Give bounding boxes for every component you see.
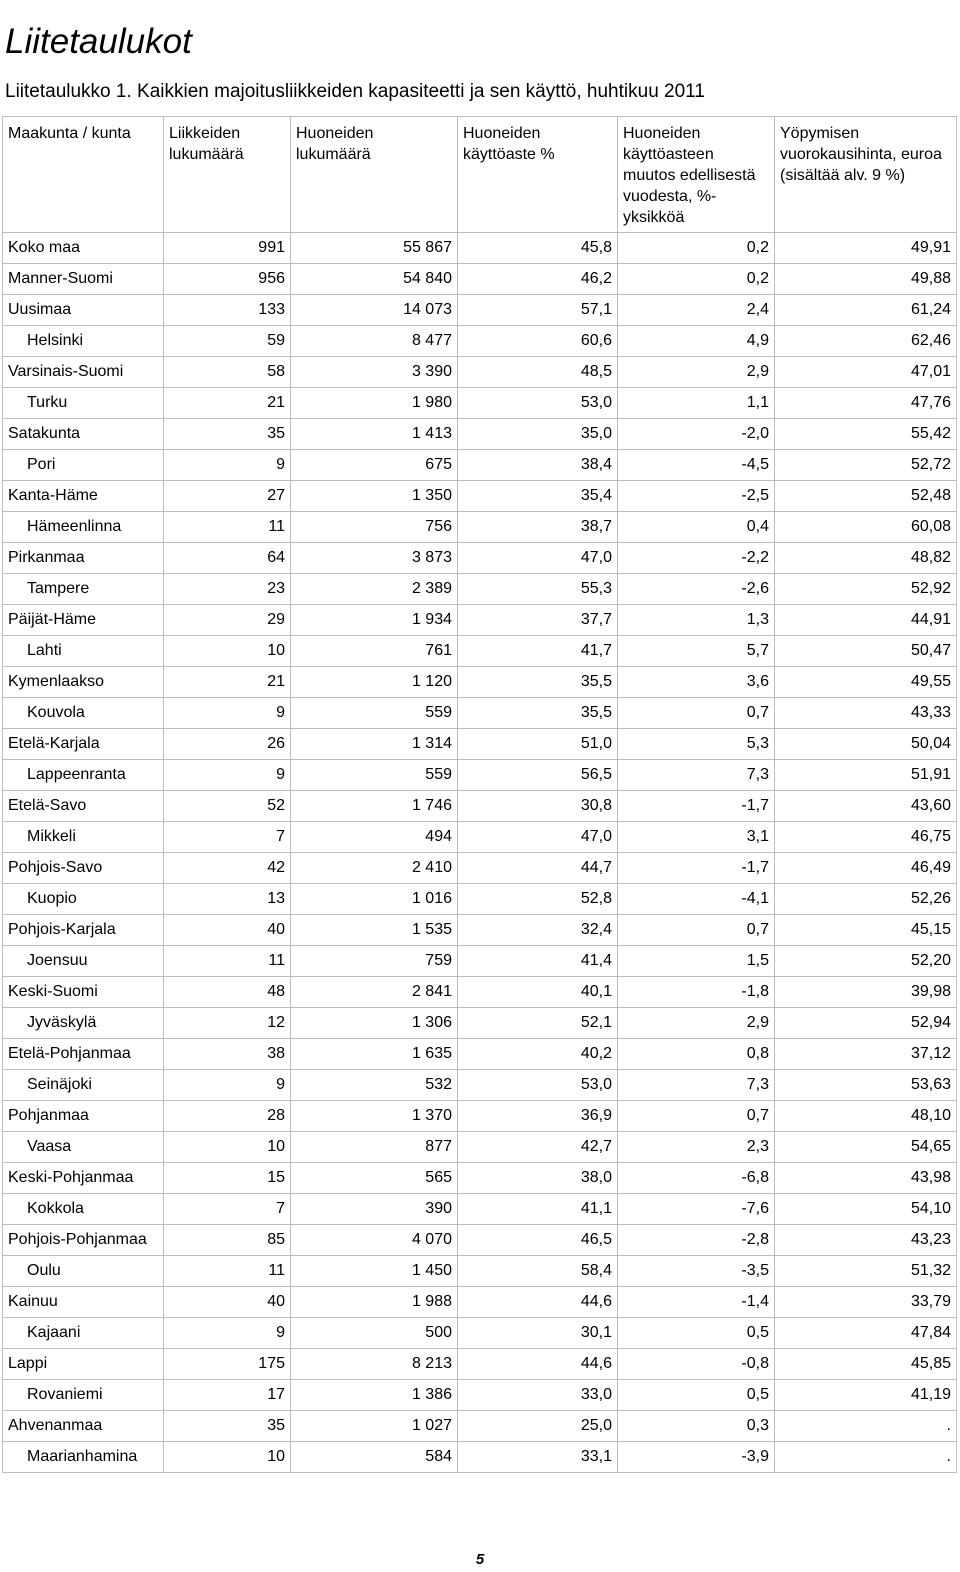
municipality-name-cell: Rovaniemi bbox=[3, 1380, 164, 1411]
rooms-cell: 1 016 bbox=[291, 884, 458, 915]
municipality-name-cell: Maarianhamina bbox=[3, 1442, 164, 1473]
rooms-cell: 2 410 bbox=[291, 853, 458, 884]
occupancy-change-cell: 0,4 bbox=[618, 512, 775, 543]
average-price-cell: 44,91 bbox=[775, 605, 957, 636]
average-price-cell: 43,60 bbox=[775, 791, 957, 822]
table-row bbox=[3, 481, 957, 512]
occupancy-change-cell: 0,7 bbox=[618, 915, 775, 946]
occupancy-rate-cell: 56,5 bbox=[458, 760, 618, 791]
rooms-cell: 559 bbox=[291, 760, 458, 791]
region-name-cell: Varsinais-Suomi bbox=[3, 357, 164, 388]
occupancy-change-cell: -4,5 bbox=[618, 450, 775, 481]
average-price-cell: 47,01 bbox=[775, 357, 957, 388]
average-price-cell: 39,98 bbox=[775, 977, 957, 1008]
table-row bbox=[3, 450, 957, 481]
establishments-cell: 35 bbox=[164, 1411, 291, 1442]
rooms-cell: 756 bbox=[291, 512, 458, 543]
occupancy-rate-cell: 58,4 bbox=[458, 1256, 618, 1287]
occupancy-rate-cell: 30,8 bbox=[458, 791, 618, 822]
rooms-cell: 500 bbox=[291, 1318, 458, 1349]
municipality-name-cell: Kuopio bbox=[3, 884, 164, 915]
rooms-cell: 494 bbox=[291, 822, 458, 853]
table-row bbox=[3, 667, 957, 698]
average-price-cell: 43,33 bbox=[775, 698, 957, 729]
average-price-cell: 60,08 bbox=[775, 512, 957, 543]
table-row bbox=[3, 822, 957, 853]
table-body bbox=[3, 233, 957, 1473]
average-price-cell: 62,46 bbox=[775, 326, 957, 357]
average-price-cell: 48,82 bbox=[775, 543, 957, 574]
occupancy-rate-cell: 53,0 bbox=[458, 388, 618, 419]
average-price-cell: 48,10 bbox=[775, 1101, 957, 1132]
establishments-cell: 12 bbox=[164, 1008, 291, 1039]
establishments-cell: 85 bbox=[164, 1225, 291, 1256]
table-row bbox=[3, 326, 957, 357]
occupancy-rate-cell: 30,1 bbox=[458, 1318, 618, 1349]
region-name-cell: Pohjanmaa bbox=[3, 1101, 164, 1132]
occupancy-rate-cell: 57,1 bbox=[458, 295, 618, 326]
header-row bbox=[3, 117, 957, 233]
average-price-cell: 49,91 bbox=[775, 233, 957, 264]
occupancy-change-cell: 2,4 bbox=[618, 295, 775, 326]
table-row bbox=[3, 1256, 957, 1287]
occupancy-change-cell: -3,5 bbox=[618, 1256, 775, 1287]
occupancy-rate-cell: 46,2 bbox=[458, 264, 618, 295]
rooms-cell: 55 867 bbox=[291, 233, 458, 264]
table-row bbox=[3, 574, 957, 605]
rooms-cell: 1 027 bbox=[291, 1411, 458, 1442]
establishments-cell: 956 bbox=[164, 264, 291, 295]
table-row bbox=[3, 1070, 957, 1101]
occupancy-change-cell: 0,2 bbox=[618, 264, 775, 295]
region-name-cell: Etelä-Pohjanmaa bbox=[3, 1039, 164, 1070]
rooms-cell: 1 934 bbox=[291, 605, 458, 636]
establishments-cell: 10 bbox=[164, 1132, 291, 1163]
rooms-cell: 1 413 bbox=[291, 419, 458, 450]
municipality-name-cell: Kouvola bbox=[3, 698, 164, 729]
establishments-cell: 38 bbox=[164, 1039, 291, 1070]
average-price-cell: 47,84 bbox=[775, 1318, 957, 1349]
occupancy-rate-cell: 44,6 bbox=[458, 1287, 618, 1318]
rooms-cell: 1 306 bbox=[291, 1008, 458, 1039]
municipality-name-cell: Tampere bbox=[3, 574, 164, 605]
average-price-cell: 51,32 bbox=[775, 1256, 957, 1287]
table-row bbox=[3, 388, 957, 419]
occupancy-change-cell: 5,3 bbox=[618, 729, 775, 760]
occupancy-change-cell: -2,8 bbox=[618, 1225, 775, 1256]
table-row bbox=[3, 1101, 957, 1132]
rooms-cell: 2 841 bbox=[291, 977, 458, 1008]
occupancy-change-cell: 7,3 bbox=[618, 1070, 775, 1101]
table-row bbox=[3, 264, 957, 295]
region-name-cell: Pohjois-Karjala bbox=[3, 915, 164, 946]
table-row bbox=[3, 1411, 957, 1442]
rooms-cell: 877 bbox=[291, 1132, 458, 1163]
occupancy-rate-cell: 33,1 bbox=[458, 1442, 618, 1473]
header-establishments: Liikkeiden lukumäärä bbox=[164, 117, 291, 233]
rooms-cell: 761 bbox=[291, 636, 458, 667]
occupancy-change-cell: -2,2 bbox=[618, 543, 775, 574]
table-row bbox=[3, 1008, 957, 1039]
occupancy-change-cell: 0,3 bbox=[618, 1411, 775, 1442]
average-price-cell: 47,76 bbox=[775, 388, 957, 419]
occupancy-rate-cell: 41,7 bbox=[458, 636, 618, 667]
occupancy-rate-cell: 47,0 bbox=[458, 822, 618, 853]
occupancy-rate-cell: 40,2 bbox=[458, 1039, 618, 1070]
table-row bbox=[3, 636, 957, 667]
occupancy-rate-cell: 25,0 bbox=[458, 1411, 618, 1442]
establishments-cell: 10 bbox=[164, 636, 291, 667]
table-row bbox=[3, 419, 957, 450]
establishments-cell: 10 bbox=[164, 1442, 291, 1473]
table-header bbox=[3, 117, 957, 233]
establishments-cell: 11 bbox=[164, 1256, 291, 1287]
municipality-name-cell: Helsinki bbox=[3, 326, 164, 357]
occupancy-rate-cell: 35,0 bbox=[458, 419, 618, 450]
establishments-cell: 21 bbox=[164, 388, 291, 419]
table-row bbox=[3, 1287, 957, 1318]
occupancy-change-cell: -2,6 bbox=[618, 574, 775, 605]
average-price-cell: 45,85 bbox=[775, 1349, 957, 1380]
region-name-cell: Pohjois-Pohjanmaa bbox=[3, 1225, 164, 1256]
average-price-cell: 52,26 bbox=[775, 884, 957, 915]
establishments-cell: 52 bbox=[164, 791, 291, 822]
occupancy-rate-cell: 46,5 bbox=[458, 1225, 618, 1256]
average-price-cell: 37,12 bbox=[775, 1039, 957, 1070]
occupancy-rate-cell: 52,1 bbox=[458, 1008, 618, 1039]
municipality-name-cell: Lahti bbox=[3, 636, 164, 667]
establishments-cell: 21 bbox=[164, 667, 291, 698]
table-row bbox=[3, 791, 957, 822]
occupancy-change-cell: -6,8 bbox=[618, 1163, 775, 1194]
average-price-cell: 53,63 bbox=[775, 1070, 957, 1101]
rooms-cell: 1 746 bbox=[291, 791, 458, 822]
establishments-cell: 9 bbox=[164, 1318, 291, 1349]
region-name-cell: Kainuu bbox=[3, 1287, 164, 1318]
occupancy-change-cell: 2,3 bbox=[618, 1132, 775, 1163]
establishments-cell: 133 bbox=[164, 295, 291, 326]
table-row bbox=[3, 1349, 957, 1380]
occupancy-change-cell: 2,9 bbox=[618, 1008, 775, 1039]
occupancy-change-cell: -2,5 bbox=[618, 481, 775, 512]
occupancy-rate-cell: 35,4 bbox=[458, 481, 618, 512]
municipality-name-cell: Joensuu bbox=[3, 946, 164, 977]
region-name-cell: Kymenlaakso bbox=[3, 667, 164, 698]
occupancy-rate-cell: 42,7 bbox=[458, 1132, 618, 1163]
occupancy-rate-cell: 51,0 bbox=[458, 729, 618, 760]
header-rooms: Huoneiden lukumäärä bbox=[291, 117, 458, 233]
occupancy-change-cell: -1,4 bbox=[618, 1287, 775, 1318]
rooms-cell: 54 840 bbox=[291, 264, 458, 295]
occupancy-change-cell: -7,6 bbox=[618, 1194, 775, 1225]
municipality-name-cell: Pori bbox=[3, 450, 164, 481]
table-row bbox=[3, 605, 957, 636]
average-price-cell: 43,98 bbox=[775, 1163, 957, 1194]
municipality-name-cell: Kajaani bbox=[3, 1318, 164, 1349]
occupancy-change-cell: -0,8 bbox=[618, 1349, 775, 1380]
establishments-cell: 23 bbox=[164, 574, 291, 605]
occupancy-rate-cell: 55,3 bbox=[458, 574, 618, 605]
establishments-cell: 15 bbox=[164, 1163, 291, 1194]
average-price-cell: 49,88 bbox=[775, 264, 957, 295]
occupancy-rate-cell: 48,5 bbox=[458, 357, 618, 388]
table-row bbox=[3, 1318, 957, 1349]
occupancy-change-cell: 5,7 bbox=[618, 636, 775, 667]
average-price-cell: 46,49 bbox=[775, 853, 957, 884]
table-row bbox=[3, 357, 957, 388]
rooms-cell: 1 120 bbox=[291, 667, 458, 698]
table-row bbox=[3, 698, 957, 729]
occupancy-rate-cell: 44,7 bbox=[458, 853, 618, 884]
establishments-cell: 7 bbox=[164, 822, 291, 853]
table-row bbox=[3, 884, 957, 915]
occupancy-change-cell: -1,7 bbox=[618, 791, 775, 822]
average-price-cell: 52,20 bbox=[775, 946, 957, 977]
rooms-cell: 3 390 bbox=[291, 357, 458, 388]
accommodation-capacity-table bbox=[2, 116, 957, 1473]
region-name-cell: Lappi bbox=[3, 1349, 164, 1380]
occupancy-change-cell: 3,6 bbox=[618, 667, 775, 698]
occupancy-change-cell: 0,8 bbox=[618, 1039, 775, 1070]
rooms-cell: 1 314 bbox=[291, 729, 458, 760]
rooms-cell: 1 450 bbox=[291, 1256, 458, 1287]
rooms-cell: 1 350 bbox=[291, 481, 458, 512]
region-name-cell: Satakunta bbox=[3, 419, 164, 450]
rooms-cell: 4 070 bbox=[291, 1225, 458, 1256]
header-average-price: Yöpymisen vuorokausihinta, euroa (sisältää alv. 9 %) bbox=[775, 117, 957, 233]
occupancy-rate-cell: 41,4 bbox=[458, 946, 618, 977]
rooms-cell: 1 535 bbox=[291, 915, 458, 946]
average-price-cell: 54,10 bbox=[775, 1194, 957, 1225]
table-caption: Liitetaulukko 1. Kaikkien majoitusliikkeiden kapasiteetti ja sen käyttö, huhtikuu 2011 bbox=[5, 81, 705, 102]
occupancy-change-cell: 4,9 bbox=[618, 326, 775, 357]
rooms-cell: 2 389 bbox=[291, 574, 458, 605]
page-number: 5 bbox=[475, 1551, 485, 1568]
table-row bbox=[3, 295, 957, 326]
table-row bbox=[3, 729, 957, 760]
table-row bbox=[3, 1039, 957, 1070]
table-row bbox=[3, 233, 957, 264]
occupancy-change-cell: 0,5 bbox=[618, 1380, 775, 1411]
average-price-cell: 41,19 bbox=[775, 1380, 957, 1411]
occupancy-change-cell: 1,5 bbox=[618, 946, 775, 977]
occupancy-change-cell: 0,2 bbox=[618, 233, 775, 264]
occupancy-change-cell: 3,1 bbox=[618, 822, 775, 853]
occupancy-change-cell: -2,0 bbox=[618, 419, 775, 450]
establishments-cell: 13 bbox=[164, 884, 291, 915]
establishments-cell: 40 bbox=[164, 915, 291, 946]
occupancy-change-cell: -4,1 bbox=[618, 884, 775, 915]
rooms-cell: 1 980 bbox=[291, 388, 458, 419]
rooms-cell: 1 988 bbox=[291, 1287, 458, 1318]
table-row bbox=[3, 543, 957, 574]
region-name-cell: Pohjois-Savo bbox=[3, 853, 164, 884]
occupancy-rate-cell: 36,9 bbox=[458, 1101, 618, 1132]
occupancy-rate-cell: 60,6 bbox=[458, 326, 618, 357]
occupancy-change-cell: 0,5 bbox=[618, 1318, 775, 1349]
table-row bbox=[3, 1132, 957, 1163]
rooms-cell: 584 bbox=[291, 1442, 458, 1473]
average-price-cell: 43,23 bbox=[775, 1225, 957, 1256]
establishments-cell: 9 bbox=[164, 698, 291, 729]
rooms-cell: 1 370 bbox=[291, 1101, 458, 1132]
rooms-cell: 759 bbox=[291, 946, 458, 977]
occupancy-change-cell: 0,7 bbox=[618, 698, 775, 729]
municipality-name-cell: Seinäjoki bbox=[3, 1070, 164, 1101]
region-name-cell: Kanta-Häme bbox=[3, 481, 164, 512]
establishments-cell: 58 bbox=[164, 357, 291, 388]
average-price-cell: 52,92 bbox=[775, 574, 957, 605]
occupancy-rate-cell: 47,0 bbox=[458, 543, 618, 574]
table-row bbox=[3, 915, 957, 946]
rooms-cell: 532 bbox=[291, 1070, 458, 1101]
occupancy-rate-cell: 35,5 bbox=[458, 698, 618, 729]
occupancy-rate-cell: 45,8 bbox=[458, 233, 618, 264]
region-name-cell: Etelä-Karjala bbox=[3, 729, 164, 760]
rooms-cell: 1 635 bbox=[291, 1039, 458, 1070]
table-row bbox=[3, 1225, 957, 1256]
establishments-cell: 9 bbox=[164, 1070, 291, 1101]
table-row bbox=[3, 1194, 957, 1225]
establishments-cell: 64 bbox=[164, 543, 291, 574]
table-row bbox=[3, 1442, 957, 1473]
occupancy-rate-cell: 44,6 bbox=[458, 1349, 618, 1380]
establishments-cell: 11 bbox=[164, 946, 291, 977]
establishments-cell: 27 bbox=[164, 481, 291, 512]
municipality-name-cell: Oulu bbox=[3, 1256, 164, 1287]
average-price-cell: 55,42 bbox=[775, 419, 957, 450]
establishments-cell: 26 bbox=[164, 729, 291, 760]
establishments-cell: 11 bbox=[164, 512, 291, 543]
occupancy-rate-cell: 38,4 bbox=[458, 450, 618, 481]
occupancy-rate-cell: 33,0 bbox=[458, 1380, 618, 1411]
occupancy-rate-cell: 35,5 bbox=[458, 667, 618, 698]
occupancy-rate-cell: 53,0 bbox=[458, 1070, 618, 1101]
occupancy-rate-cell: 32,4 bbox=[458, 915, 618, 946]
average-price-cell: 50,47 bbox=[775, 636, 957, 667]
occupancy-rate-cell: 38,0 bbox=[458, 1163, 618, 1194]
rooms-cell: 675 bbox=[291, 450, 458, 481]
occupancy-rate-cell: 37,7 bbox=[458, 605, 618, 636]
rooms-cell: 1 386 bbox=[291, 1380, 458, 1411]
occupancy-change-cell: 1,1 bbox=[618, 388, 775, 419]
region-name-cell: Koko maa bbox=[3, 233, 164, 264]
table-row bbox=[3, 946, 957, 977]
region-name-cell: Manner-Suomi bbox=[3, 264, 164, 295]
municipality-name-cell: Lappeenranta bbox=[3, 760, 164, 791]
region-name-cell: Päijät-Häme bbox=[3, 605, 164, 636]
region-name-cell: Etelä-Savo bbox=[3, 791, 164, 822]
average-price-cell: 52,94 bbox=[775, 1008, 957, 1039]
average-price-cell: 54,65 bbox=[775, 1132, 957, 1163]
occupancy-change-cell: 1,3 bbox=[618, 605, 775, 636]
occupancy-change-cell: 2,9 bbox=[618, 357, 775, 388]
establishments-cell: 28 bbox=[164, 1101, 291, 1132]
average-price-cell: 50,04 bbox=[775, 729, 957, 760]
table-row bbox=[3, 977, 957, 1008]
average-price-cell: 51,91 bbox=[775, 760, 957, 791]
rooms-cell: 3 873 bbox=[291, 543, 458, 574]
occupancy-change-cell: -1,8 bbox=[618, 977, 775, 1008]
region-name-cell: Keski-Suomi bbox=[3, 977, 164, 1008]
table-row bbox=[3, 760, 957, 791]
header-occupancy-change: Huoneiden käyttöasteen muutos edellisestä vuodesta, %-yksikköä bbox=[618, 117, 775, 233]
average-price-cell: 52,48 bbox=[775, 481, 957, 512]
establishments-cell: 59 bbox=[164, 326, 291, 357]
occupancy-rate-cell: 40,1 bbox=[458, 977, 618, 1008]
establishments-cell: 991 bbox=[164, 233, 291, 264]
establishments-cell: 42 bbox=[164, 853, 291, 884]
header-region: Maakunta / kunta bbox=[3, 117, 164, 233]
occupancy-change-cell: -1,7 bbox=[618, 853, 775, 884]
table-row bbox=[3, 853, 957, 884]
occupancy-rate-cell: 38,7 bbox=[458, 512, 618, 543]
region-name-cell: Ahvenanmaa bbox=[3, 1411, 164, 1442]
occupancy-rate-cell: 52,8 bbox=[458, 884, 618, 915]
occupancy-change-cell: 0,7 bbox=[618, 1101, 775, 1132]
occupancy-rate-cell: 41,1 bbox=[458, 1194, 618, 1225]
rooms-cell: 390 bbox=[291, 1194, 458, 1225]
average-price-cell: 33,79 bbox=[775, 1287, 957, 1318]
page-title: Liitetaulukot bbox=[5, 22, 192, 62]
average-price-cell: 61,24 bbox=[775, 295, 957, 326]
establishments-cell: 17 bbox=[164, 1380, 291, 1411]
establishments-cell: 9 bbox=[164, 450, 291, 481]
municipality-name-cell: Hämeenlinna bbox=[3, 512, 164, 543]
municipality-name-cell: Mikkeli bbox=[3, 822, 164, 853]
rooms-cell: 559 bbox=[291, 698, 458, 729]
establishments-cell: 175 bbox=[164, 1349, 291, 1380]
table-row bbox=[3, 1163, 957, 1194]
region-name-cell: Keski-Pohjanmaa bbox=[3, 1163, 164, 1194]
municipality-name-cell: Turku bbox=[3, 388, 164, 419]
establishments-cell: 7 bbox=[164, 1194, 291, 1225]
average-price-cell: 49,55 bbox=[775, 667, 957, 698]
municipality-name-cell: Kokkola bbox=[3, 1194, 164, 1225]
average-price-cell: 45,15 bbox=[775, 915, 957, 946]
occupancy-change-cell: -3,9 bbox=[618, 1442, 775, 1473]
average-price-cell: 52,72 bbox=[775, 450, 957, 481]
region-name-cell: Uusimaa bbox=[3, 295, 164, 326]
average-price-cell: . bbox=[775, 1442, 957, 1473]
establishments-cell: 9 bbox=[164, 760, 291, 791]
region-name-cell: Pirkanmaa bbox=[3, 543, 164, 574]
establishments-cell: 29 bbox=[164, 605, 291, 636]
municipality-name-cell: Jyväskylä bbox=[3, 1008, 164, 1039]
establishments-cell: 35 bbox=[164, 419, 291, 450]
rooms-cell: 565 bbox=[291, 1163, 458, 1194]
establishments-cell: 40 bbox=[164, 1287, 291, 1318]
average-price-cell: 46,75 bbox=[775, 822, 957, 853]
establishments-cell: 48 bbox=[164, 977, 291, 1008]
average-price-cell: . bbox=[775, 1411, 957, 1442]
rooms-cell: 14 073 bbox=[291, 295, 458, 326]
municipality-name-cell: Vaasa bbox=[3, 1132, 164, 1163]
rooms-cell: 8 213 bbox=[291, 1349, 458, 1380]
table-row bbox=[3, 1380, 957, 1411]
occupancy-change-cell: 7,3 bbox=[618, 760, 775, 791]
rooms-cell: 8 477 bbox=[291, 326, 458, 357]
header-occupancy-rate: Huoneiden käyttöaste % bbox=[458, 117, 618, 233]
table-row bbox=[3, 512, 957, 543]
